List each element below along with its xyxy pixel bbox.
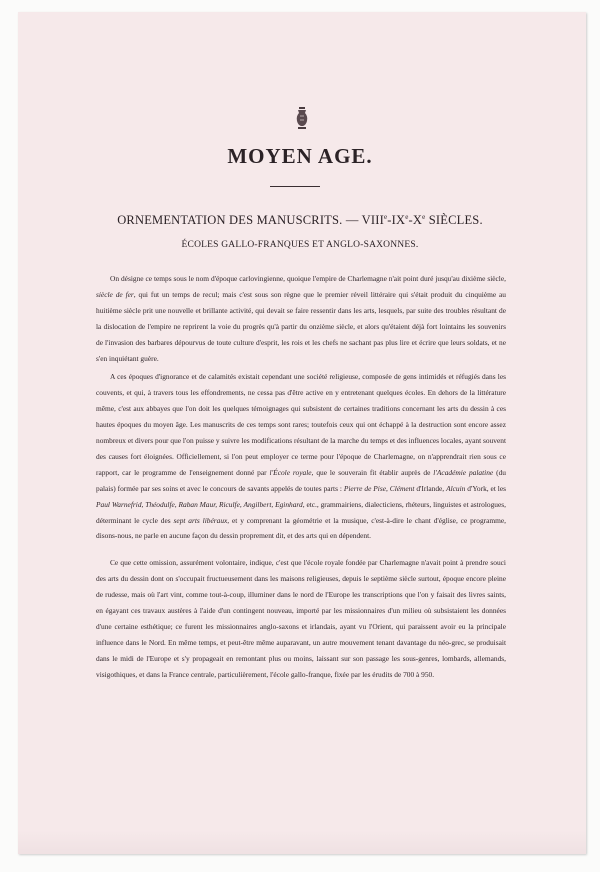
subtitle-text: -IX — [387, 213, 406, 228]
paragraph — [96, 369, 506, 544]
text-run: , et y comprenant la géométrie et la musique, c'est-à-dire le chant d'église, ce programme, disons-nous, ne parle en aucune façon du dessin proprement dit, et des arts qui en dépendent. — [96, 515, 507, 541]
text-run: (du palais) formée par ses soins et avec le concours de savants appelés de toutes parts : — [96, 467, 507, 493]
text-run: On désigne ce temps sous le nom d'époque carlovingienne, quoique l'empire de Charlemagne n'ait point duré jusqu'au dixième siècle, — [110, 274, 506, 284]
section-subheading: ÉCOLES GALLO-FRANQUES ET ANGLO-SAXONNES. — [181, 240, 419, 250]
section-subtitle — [0, 213, 600, 228]
text-run: , — [386, 483, 390, 493]
subtitle-sup: e — [405, 213, 409, 221]
text-run: , etc., grammairiens, dialecticiens, rhéteurs, linguistes et astrologues, déterminant le cycle des — [96, 499, 506, 525]
title-divider — [270, 186, 320, 187]
subtitle-text: SIÈCLES. — [425, 213, 483, 228]
vase-ornament-icon — [288, 104, 316, 132]
subtitle-text: -X — [408, 213, 423, 228]
text-run: , qui fut un temps de recul; mais c'est sous son règne que le premier réveil littéraire qui s'était produit du cinquième au huitième siècle prit une nouvelle et brillante activité, qui devait se faire ressentir dans les arts, lesquels, par suite des troubles résultant de la dislocation de l'empire ne reprirent la voie du progrès qu'à partir du onzième siècle, et alors qu'étaient déjà fort lointains les souvenirs de l'invasion des barbares dépourvus de toute culture d'esprit, les rois et les chefs ne sachant pas plus lire et écrire que leurs soldats, et ne s'en inquiétant guère. — [96, 290, 506, 363]
text-run: Alcuin — [446, 483, 466, 493]
text-run: Ce que cette omission, assurément volontaire, indique, c'est que l'école royale fondée par Charlemagne n'avait point à prendre souci des arts du dessin dont on s'occupait fructueusement dans les maisons religieuses, depuis le septième siècle surtout, époque encore pleine de rudesse, mais où l'art vint, comme tout-à-coup, illuminer dans le nord de l'Europe les transcriptions que l'on y faisait des livres saints, en égayant ces travaux austères à l'aide d'un contingent nouveau, importé par les missionnaires d'un milieu où subsistaient les données d'une certaine esthétique; ce furent les missionnaires anglo-saxons et irlandais, ayant vu l'Orient, qui paraissent avoir eu la principale influence dans le Nord. En même temps, et peut-être même auparavant, un autre mouvement tenant davantage du néo-grec, se produisait dans le midi de l'Europe et s'y propageait en remontant plus ou moins, laissant sur son passage les sous-genres, lombards, allemands, visigothiques, et dans la France centrale, particulièrement, l'école gallo-franque, fixée par les érudits de 700 à 950. — [96, 558, 506, 679]
subtitle-sup: e — [422, 213, 426, 221]
text-run: l'Académie palatine — [433, 467, 494, 477]
text-run: Clément — [389, 483, 415, 493]
subtitle-text: ORNEMENTATION DES MANUSCRITS. — VIII — [117, 213, 384, 228]
text-run: siècle de fer — [96, 290, 134, 300]
paragraph — [96, 271, 506, 366]
text-run: Paul Warnefrid, Théodulfe, Raban Maur, Riculfe, Angilbert, Eginhard — [96, 499, 303, 509]
text-run: , que le souverain fit établir auprès de — [311, 467, 434, 477]
subtitle-sup: e — [383, 213, 388, 221]
text-run: A ces époques d'ignorance et de calamités existait cependant une société religieuse, composée de gens intimidés et réfugiés dans les couvents, et qui, à travers tous les effondrements, ne cessa pas d'être active en y entretenant quelques écoles. En dehors de la littérature même, c'est aux abbayes que l'on doit les quelques témoignages qui subsistent de certaines traditions concernant les arts du dessin à ces hautes époques du moyen âge. Les manuscrits de ces temps sont rares; toutefois ceux qui ont échappé à la destruction sont encore assez nombreux et divers pour que l'on puisse y suivre les modifications résultant de la marche du temps et des influences locales, ayant souvent des causes fort éloignées. Officiellement, si l'on peut employer ce terme pour l'époque de Charlemagne, on n'apprendrait rien sous ce rapport, car le programme de l'enseignement donné par — [96, 372, 506, 477]
page-title: MOYEN AGE. — [227, 144, 373, 168]
text-run: d'Irlande, — [414, 483, 447, 493]
paragraph — [96, 555, 506, 682]
text-run: sept arts libéraux — [173, 515, 228, 525]
text-run: l'École royale — [269, 467, 312, 477]
text-run: d'York, et les — [465, 483, 507, 493]
text-run: Pierre de Pise — [343, 483, 386, 493]
